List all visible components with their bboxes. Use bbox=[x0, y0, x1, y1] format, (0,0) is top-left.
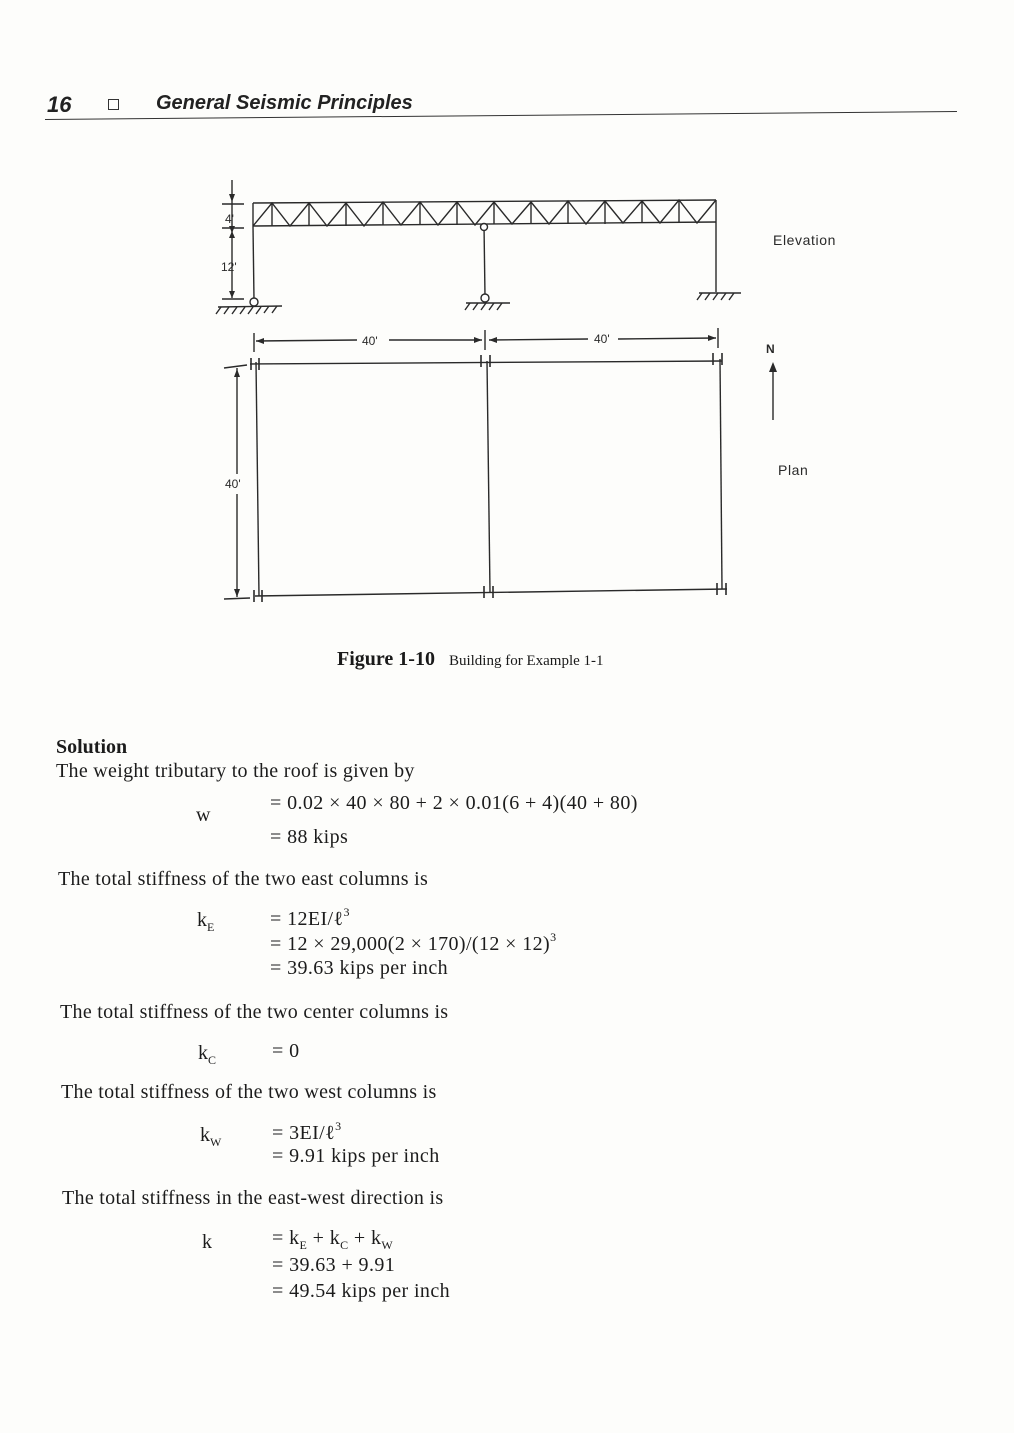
east-intro: The total stiffness of the two east columns is bbox=[58, 868, 429, 890]
total-intro: The total stiffness in the east-west direction is bbox=[62, 1187, 444, 1209]
caption-text: Building for Example 1-1 bbox=[448, 653, 604, 669]
w-variable: w bbox=[196, 804, 211, 826]
building-figure bbox=[0, 160, 1014, 640]
dim-bay-west: 40' bbox=[362, 334, 378, 348]
kE-line-1-exponent: 3 bbox=[343, 905, 350, 919]
ground-hatching bbox=[216, 293, 741, 314]
w-equation-line-2: = 88 kips bbox=[270, 826, 349, 848]
west-intro: The total stiffness of the two west columns is bbox=[61, 1081, 437, 1103]
chapter-title: General Seismic Principles bbox=[156, 92, 413, 114]
kC-equation-line-1: = 0 bbox=[272, 1040, 300, 1062]
kE-line-2-text: = 12 × 29,000(2 × 170)/(12 × 12) bbox=[270, 933, 551, 955]
kC-subscript: C bbox=[208, 1053, 217, 1067]
dim-truss-depth: 4' bbox=[225, 212, 234, 226]
plan-label: Plan bbox=[778, 462, 809, 478]
k-equation-line-2: = 39.63 + 9.91 bbox=[272, 1254, 396, 1276]
kW-equation-line-1 bbox=[272, 1119, 342, 1145]
k-equation-line-3: = 49.54 kips per inch bbox=[272, 1280, 450, 1302]
k-equation-line-1 bbox=[272, 1227, 393, 1253]
kE-equation-line-1 bbox=[270, 905, 350, 931]
weight-intro: The weight tributary to the roof is given by bbox=[56, 760, 415, 782]
kE-variable bbox=[197, 909, 214, 935]
elevation-label: Elevation bbox=[773, 232, 836, 248]
kW-equation-line-2: = 9.91 kips per inch bbox=[272, 1145, 440, 1167]
kW-variable bbox=[200, 1124, 221, 1150]
k-line-1-sub-c: C bbox=[340, 1238, 349, 1252]
kE-line-1-text: = 12EI/ℓ bbox=[270, 908, 344, 930]
kW-line-1-text: = 3EI/ℓ bbox=[272, 1122, 336, 1144]
plan-framing bbox=[250, 359, 727, 596]
kE-letter: k bbox=[197, 909, 207, 931]
caption-label: Figure 1-10 bbox=[337, 648, 435, 670]
north-label: N bbox=[766, 342, 775, 356]
kE-equation-line-3: = 39.63 kips per inch bbox=[270, 957, 448, 979]
roof-truss bbox=[253, 200, 716, 226]
west-column bbox=[253, 226, 254, 300]
k-line-1-part-a: = k bbox=[272, 1227, 300, 1249]
dim-plan-depth: 40' bbox=[225, 477, 241, 491]
kC-variable bbox=[198, 1042, 216, 1068]
kC-letter: k bbox=[198, 1042, 208, 1064]
w-equation-line-1: = 0.02 × 40 × 80 + 2 × 0.01(6 + 4)(40 + 80) bbox=[270, 792, 638, 814]
kE-subscript: E bbox=[207, 920, 215, 934]
square-bullet-icon bbox=[108, 99, 119, 110]
dim-column-height: 12' bbox=[221, 260, 237, 274]
k-line-1-sub-e: E bbox=[299, 1238, 308, 1252]
dim-bay-east: 40' bbox=[594, 332, 610, 346]
page-header bbox=[0, 0, 1014, 130]
k-line-1-part-b: + k bbox=[307, 1227, 341, 1249]
kW-letter: k bbox=[200, 1124, 210, 1146]
page-number: 16 bbox=[47, 92, 72, 117]
k-variable: k bbox=[202, 1231, 212, 1253]
kW-subscript: W bbox=[210, 1135, 222, 1149]
k-line-1-sub-w: W bbox=[381, 1238, 394, 1252]
center-column bbox=[484, 225, 485, 296]
figure-caption bbox=[337, 648, 604, 671]
kE-equation-line-2 bbox=[270, 930, 557, 956]
k-line-1-part-c: + k bbox=[348, 1227, 382, 1249]
center-intro: The total stiffness of the two center columns is bbox=[60, 1001, 449, 1023]
kW-line-1-exponent: 3 bbox=[335, 1119, 342, 1133]
kE-line-2-exponent: 3 bbox=[550, 930, 557, 944]
solution-heading: Solution bbox=[56, 736, 128, 758]
